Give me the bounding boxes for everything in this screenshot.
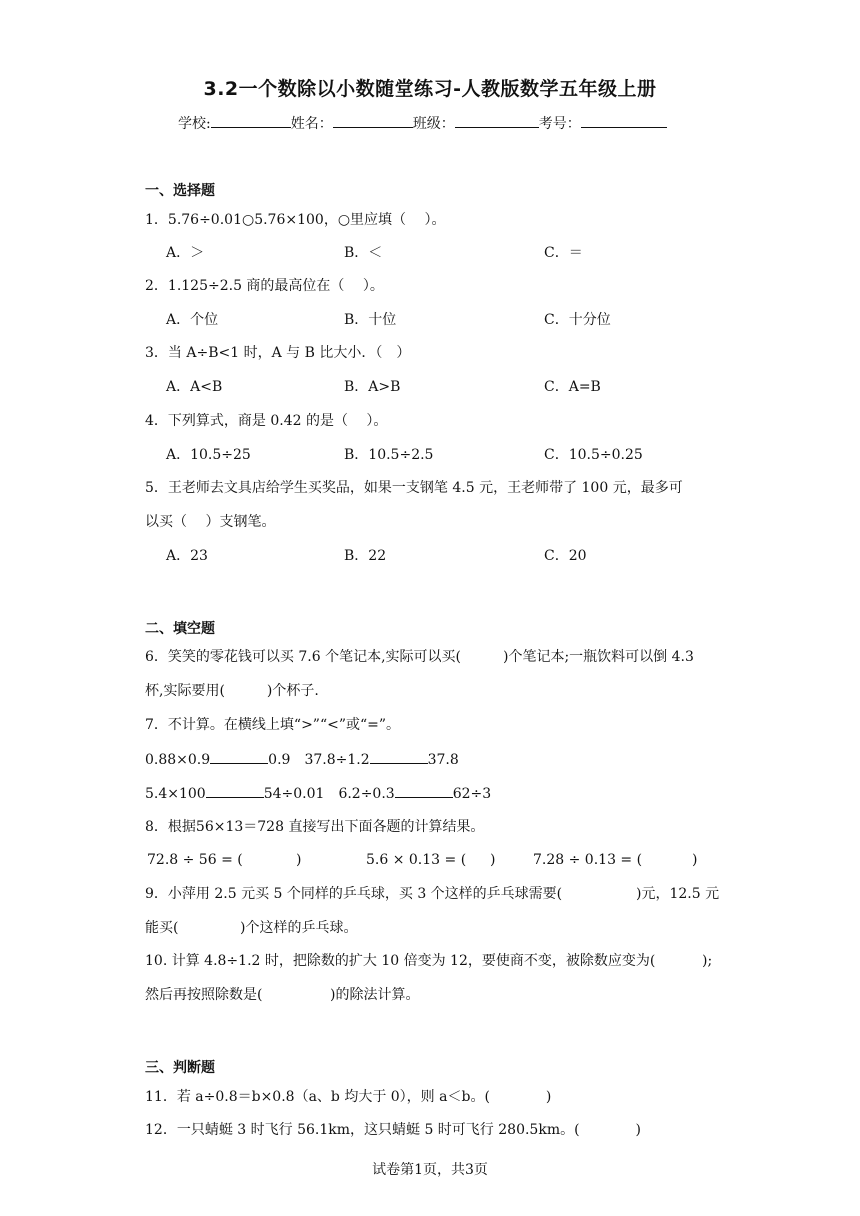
- q1-option-b: B．＜: [344, 245, 383, 261]
- q2-option-b: B．十位: [344, 312, 397, 328]
- q3-option-c: C．A=B: [544, 379, 601, 395]
- question-6-line-1: 6．笑笑的零花钱可以买 7.6 个笔记本,实际可以买( )个笔记本;一瓶饮料可以倒 4.3: [145, 649, 694, 665]
- school-blank: [211, 112, 291, 128]
- q4-option-b: B．10.5÷2.5: [344, 447, 434, 463]
- section-judge-title: 三、判断题: [145, 1060, 215, 1076]
- q7-r2-blank-2: [395, 783, 453, 798]
- q5-option-b: B．22: [344, 548, 387, 564]
- class-label: 班级：: [412, 116, 455, 132]
- q7-r1-right-expr: 0.9: [268, 752, 291, 768]
- question-9-line-1a: 9．小萍用 2.5 元买 5 个同样的乒乓球，买 3 个这样的乒乓球需要(: [145, 886, 563, 902]
- question-5-line-2: 以买（ ）支钢笔。: [145, 514, 276, 530]
- question-11: 11．若 a÷0.8＝b×0.8（a、b 均大于 0），则 a＜b。( ): [145, 1089, 552, 1105]
- question-10-line-1b: );: [702, 953, 713, 969]
- question-9-line-2a: 能买(: [145, 920, 179, 936]
- q8-expr-1-close: ): [296, 852, 302, 868]
- question-4: 4．下列算式，商是 0.42 的是（ ）。: [145, 413, 388, 429]
- exam-no-label: 考号：: [538, 116, 581, 132]
- question-9-line-2b: )个这样的乒乓球。: [240, 920, 358, 936]
- exam-no-blank: [581, 112, 667, 128]
- page-footer: 试卷第1页，共3页: [372, 1162, 488, 1178]
- q7-r2-left-expr-2: 6.2÷0.3: [338, 786, 395, 802]
- q7-r1-blank-1: [210, 749, 268, 764]
- class-blank: [455, 112, 539, 128]
- q7-row-1: [145, 749, 459, 770]
- question-9-line-1b: )元，12.5 元: [636, 886, 720, 902]
- q2-option-a: A．个位: [166, 312, 219, 328]
- question-12: 12．一只蜻蜓 3 时飞行 56.1km，这只蜻蜓 5 时可飞行 280.5km。( ): [145, 1122, 642, 1138]
- question-2: 2．1.125÷2.5 商的最高位在（ ）。: [145, 278, 384, 294]
- school-label: 学校:: [178, 116, 211, 132]
- q7-r2-left-expr: 5.4×100: [145, 786, 206, 802]
- q1-option-c: C．＝: [544, 245, 583, 261]
- q7-row-2: [145, 783, 491, 804]
- name-label: 姓名：: [290, 116, 333, 132]
- question-3: 3．当 A÷B<1 时，A 与 B 比大小．（ ）: [145, 345, 411, 361]
- q4-option-c: C．10.5÷0.25: [544, 447, 643, 463]
- section-choice-title: 一、选择题: [145, 183, 215, 199]
- q4-option-a: A．10.5÷25: [166, 447, 251, 463]
- q8-expr-2-close: ): [490, 852, 496, 868]
- question-10-line-2b: )的除法计算。: [330, 987, 420, 1003]
- q8-expr-2: 5.6 × 0.13 = (: [366, 852, 467, 868]
- q8-expr-3-close: ): [692, 852, 698, 868]
- q8-expr-1: 72.8 ÷ 56 = (: [147, 852, 243, 868]
- question-10-line-1a: 10. 计算 4.8÷1.2 时，把除数的扩大 10 倍变为 12，要使商不变，被除数应变为(: [145, 953, 656, 969]
- question-10-line-2a: 然后再按照除数是(: [145, 987, 263, 1003]
- q7-r1-right-expr-2: 37.8: [427, 752, 459, 768]
- question-5-line-1: 5．王老师去文具店给学生买奖品，如果一支钢笔 4.5 元，王老师带了 100 元，最多可: [145, 480, 683, 496]
- q3-option-a: A．A<B: [166, 379, 223, 395]
- question-6-line-2: 杯,实际要用( )个杯子.: [145, 683, 319, 699]
- q1-option-a: A．＞: [166, 245, 205, 261]
- q7-r2-blank-1: [206, 783, 264, 798]
- name-blank: [333, 112, 413, 128]
- q7-r2-right-expr-2: 62÷3: [452, 786, 492, 802]
- q7-r1-left-expr-2: 37.8÷1.2: [304, 752, 370, 768]
- q3-option-b: B．A>B: [344, 379, 401, 395]
- q7-r2-right-expr: 54÷0.01: [263, 786, 325, 802]
- document-title: 3.2一个数除以小数随堂练习-人教版数学五年级上册: [203, 78, 657, 100]
- question-7: 7．不计算。在横线上填“>”“<”或“=”。: [145, 717, 401, 733]
- q7-r1-blank-2: [370, 749, 428, 764]
- question-8: 8．根据56×13＝728 直接写出下面各题的计算结果。: [145, 819, 485, 835]
- q7-r1-left-expr: 0.88×0.9: [145, 752, 211, 768]
- section-fill-title: 二、填空题: [145, 621, 215, 637]
- q2-option-c: C．十分位: [544, 312, 611, 328]
- q8-expr-3: 7.28 ÷ 0.13 = (: [533, 852, 643, 868]
- student-info-line: [178, 112, 667, 134]
- q5-option-c: C．20: [544, 548, 587, 564]
- q5-option-a: A．23: [166, 548, 208, 564]
- question-1: 1．5.76÷0.01○5.76×100，○里应填（ ）。: [145, 212, 446, 228]
